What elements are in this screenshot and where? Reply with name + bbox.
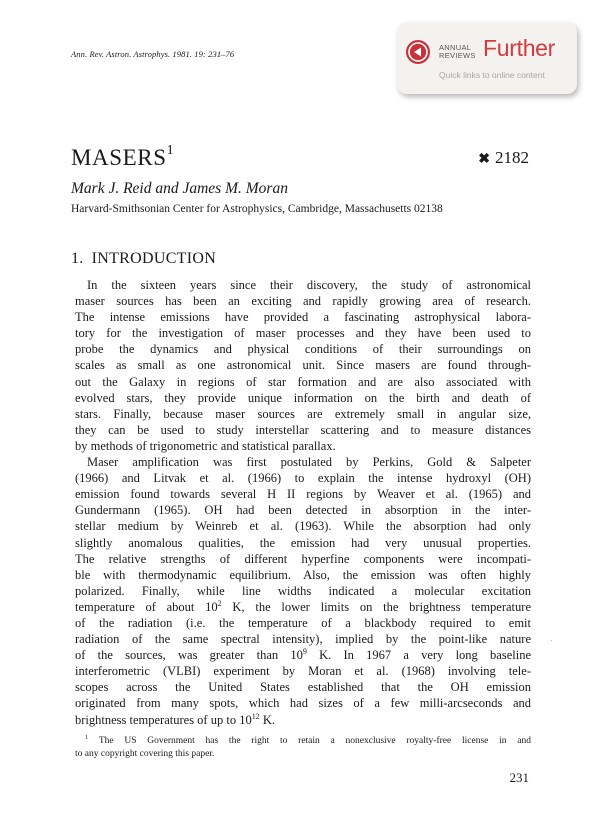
body-line: they can be used to study interstellar scattering and to measure distances xyxy=(75,422,531,437)
section-heading: 1. INTRODUCTION xyxy=(71,250,217,267)
body-line: stellar medium by Weinreb et al. (1963). While the absorption had only xyxy=(75,519,531,534)
body-text xyxy=(75,277,531,728)
further-links-badge[interactable] xyxy=(397,22,577,94)
article-title: MASERS$^1$ xyxy=(71,143,175,170)
body-line: radiation of the same spectral intensity), implied by the point-like nature xyxy=(75,632,531,647)
body-line: emission found towards several H II regions by Weaver et al. (1965) and xyxy=(75,487,531,502)
body-line: polarized. Finally, while line widths indicated a molecular excitation xyxy=(75,583,531,598)
further-subtitle[interactable]: Quick links to online content xyxy=(439,70,545,80)
body-line: scopes across the United States established that the OH emission xyxy=(75,680,531,695)
body-line: The relative strengths of different hyperfine components were incompati- xyxy=(75,551,531,566)
authors: Mark J. Reid and James M. Moran xyxy=(71,180,288,197)
annual-reviews-logo-icon xyxy=(406,40,430,64)
body-line: maser sources has been an exciting and rapidly growing area of research. xyxy=(75,294,531,309)
footnote-line: to any copyright covering this paper. xyxy=(75,749,215,759)
brand-name: ANNUAL REVIEWS xyxy=(439,43,476,60)
body-line: interferometric (VLBI) experiment by Moran et al. (1968) involving tele- xyxy=(75,664,531,679)
body-line: originated from many spots, which had sizes of a few milli-arcseconds and xyxy=(75,696,531,711)
body-line: temperature of about $10^2$ K, the lower limits on the brightness temperature xyxy=(75,598,531,614)
title-footnote-mark: 1 xyxy=(166,143,175,158)
body-line: of the sources, was greater than $10^9$ K. In 1967 a very long baseline xyxy=(75,647,531,663)
body-line: Gundermann (1965). OH had been detected in absorption in the inter- xyxy=(75,503,531,518)
body-line: by methods of trigonometric and statistical parallax. xyxy=(75,438,336,453)
body-line: stars. Finally, because maser sources are extremely small in angular size, xyxy=(75,406,531,421)
body-line: (1966) and Litvak et al. (1966) to explain the intense hydroxyl (OH) xyxy=(75,471,531,486)
body-line: brightness temperatures of up to $10^{12}$ K. xyxy=(75,711,275,727)
footnote-line: $^1$ The US Government has the right to retain a nonexclusive royalty-free license in and xyxy=(85,733,531,746)
catalog-number: ✖ 2182 xyxy=(478,148,529,167)
body-line: out the Galaxy in regions of star formation and are also associated with xyxy=(75,374,531,389)
body-line: ble with thermodynamic equilibrium. Also, the emission was often highly xyxy=(75,567,531,582)
body-line: scales as small as one astronomical unit. Since masers are found through- xyxy=(75,358,531,373)
footnote xyxy=(75,735,531,761)
scan-speck xyxy=(551,640,552,641)
catalog-mark-icon: ✖ xyxy=(478,152,490,167)
further-title[interactable]: Further xyxy=(483,35,556,61)
body-line: slightly anomalous qualities, the emission had very unusual properties. xyxy=(75,535,531,550)
affiliation: Harvard-Smithsonian Center for Astrophysics, Cambridge, Massachusetts 02138 xyxy=(71,203,443,215)
body-line: tory for the investigation of maser processes and they have been used to xyxy=(75,326,531,341)
body-line: of the radiation (i.e. the temperature of a blackbody required to emit xyxy=(75,615,531,630)
page-number: 231 xyxy=(509,770,529,785)
body-line: The intense emissions have provided a fascinating astrophysical labora- xyxy=(75,310,531,325)
body-line: evolved stars, they provide unique information on the birth and death of xyxy=(75,390,531,405)
body-line: Maser amplification was first postulated by Perkins, Gold & Salpeter xyxy=(87,455,531,470)
journal-reference: Ann. Rev. Astron. Astrophys. 1981. 19: 231–76 xyxy=(71,49,235,59)
body-line: probe the dynamics and physical conditions of their surroundings on xyxy=(75,342,531,357)
body-line: In the sixteen years since their discovery, the study of astronomical xyxy=(87,278,531,292)
